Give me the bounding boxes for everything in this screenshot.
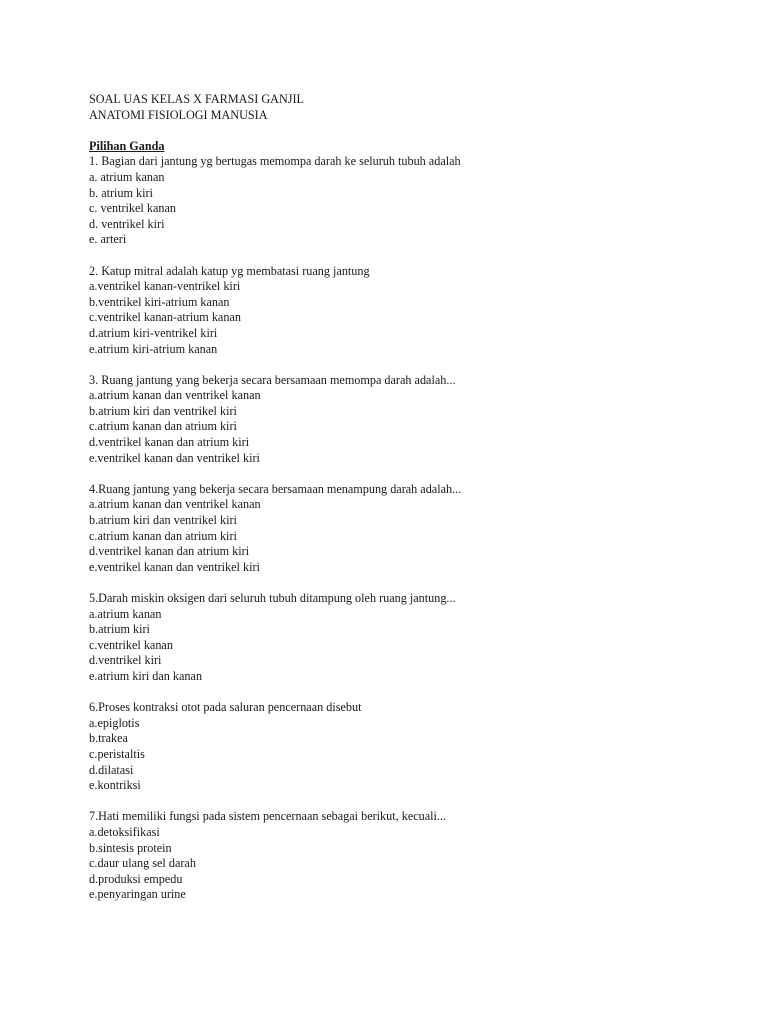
option-a: a.detoksifikasi [89,824,160,839]
document-subtitle: ANATOMI FISIOLOGI MANUSIA [89,107,268,122]
option-c: c.ventrikel kanan-atrium kanan [89,310,241,325]
option-d: d.atrium kiri-ventrikel kiri [89,325,218,340]
question-text: 2. Katup mitral adalah katup yg membatasi ruang jantung [89,263,370,278]
spacer [89,466,729,482]
option-d: d.ventrikel kanan dan atrium kiri [89,544,250,559]
option-c: c.peristaltis [89,746,145,761]
option-b: b.atrium kiri [89,622,150,637]
question-3 [89,373,729,467]
option-c: c.daur ulang sel darah [89,856,196,871]
document-page [89,92,729,903]
option-a: a.atrium kanan dan ventrikel kanan [89,388,261,403]
question-2 [89,264,729,358]
question-text: 7.Hati memiliki fungsi pada sistem pencernaan sebagai berikut, kecuali... [89,809,447,824]
option-b: b.trakea [89,731,128,746]
option-a: a.epiglotis [89,715,140,730]
option-b: b.sintesis protein [89,840,172,855]
option-c: c.atrium kanan dan atrium kiri [89,419,237,434]
spacer [89,794,729,810]
question-text: 5.Darah miskin oksigen dari seluruh tubuh ditampung oleh ruang jantung... [89,591,456,605]
option-b: b.ventrikel kiri-atrium kanan [89,294,230,309]
question-7 [89,809,729,903]
question-4 [89,482,729,576]
question-text: 4.Ruang jantung yang bekerja secara bersamaan menampung darah adalah... [89,481,462,496]
option-d: d.produksi empedu [89,871,183,886]
option-c: c.ventrikel kanan [89,637,173,652]
option-d: d. ventrikel kiri [89,216,165,231]
option-b: b.atrium kiri dan ventrikel kiri [89,403,237,418]
option-e: e.ventrikel kanan dan ventrikel kiri [89,450,260,465]
option-b: b.atrium kiri dan ventrikel kiri [89,513,237,528]
question-6 [89,700,729,794]
option-c: c. ventrikel kanan [89,201,176,216]
document-title: SOAL UAS KELAS X FARMASI GANJIL [89,92,304,106]
question-text: 6.Proses kontraksi otot pada saluran pencernaan disebut [89,700,362,715]
option-e: e.penyaringan urine [89,887,186,902]
section-heading: Pilihan Ganda [89,138,165,153]
option-a: a. atrium kanan [89,169,165,184]
option-e: e.atrium kiri-atrium kanan [89,341,218,356]
option-d: d.ventrikel kanan dan atrium kiri [89,435,250,450]
question-1 [89,154,729,248]
option-b: b. atrium kiri [89,185,153,200]
option-d: d.ventrikel kiri [89,653,162,668]
spacer [89,357,729,373]
option-e: e. arteri [89,232,127,247]
option-d: d.dilatasi [89,762,134,777]
option-a: a.ventrikel kanan-ventrikel kiri [89,279,241,294]
question-text: 1. Bagian dari jantung yg bertugas memompa darah ke seluruh tubuh adalah [89,154,461,169]
option-e: e.ventrikel kanan dan ventrikel kiri [89,559,260,574]
option-e: e.atrium kiri dan kanan [89,668,203,683]
spacer [89,685,729,701]
option-c: c.atrium kanan dan atrium kiri [89,528,237,543]
question-5 [89,591,729,685]
option-a: a.atrium kanan [89,606,162,621]
spacer [89,575,729,591]
option-a: a.atrium kanan dan ventrikel kanan [89,497,261,512]
option-e: e.kontriksi [89,778,141,793]
spacer [89,248,729,264]
question-text: 3. Ruang jantung yang bekerja secara bersamaan memompa darah adalah... [89,372,456,387]
